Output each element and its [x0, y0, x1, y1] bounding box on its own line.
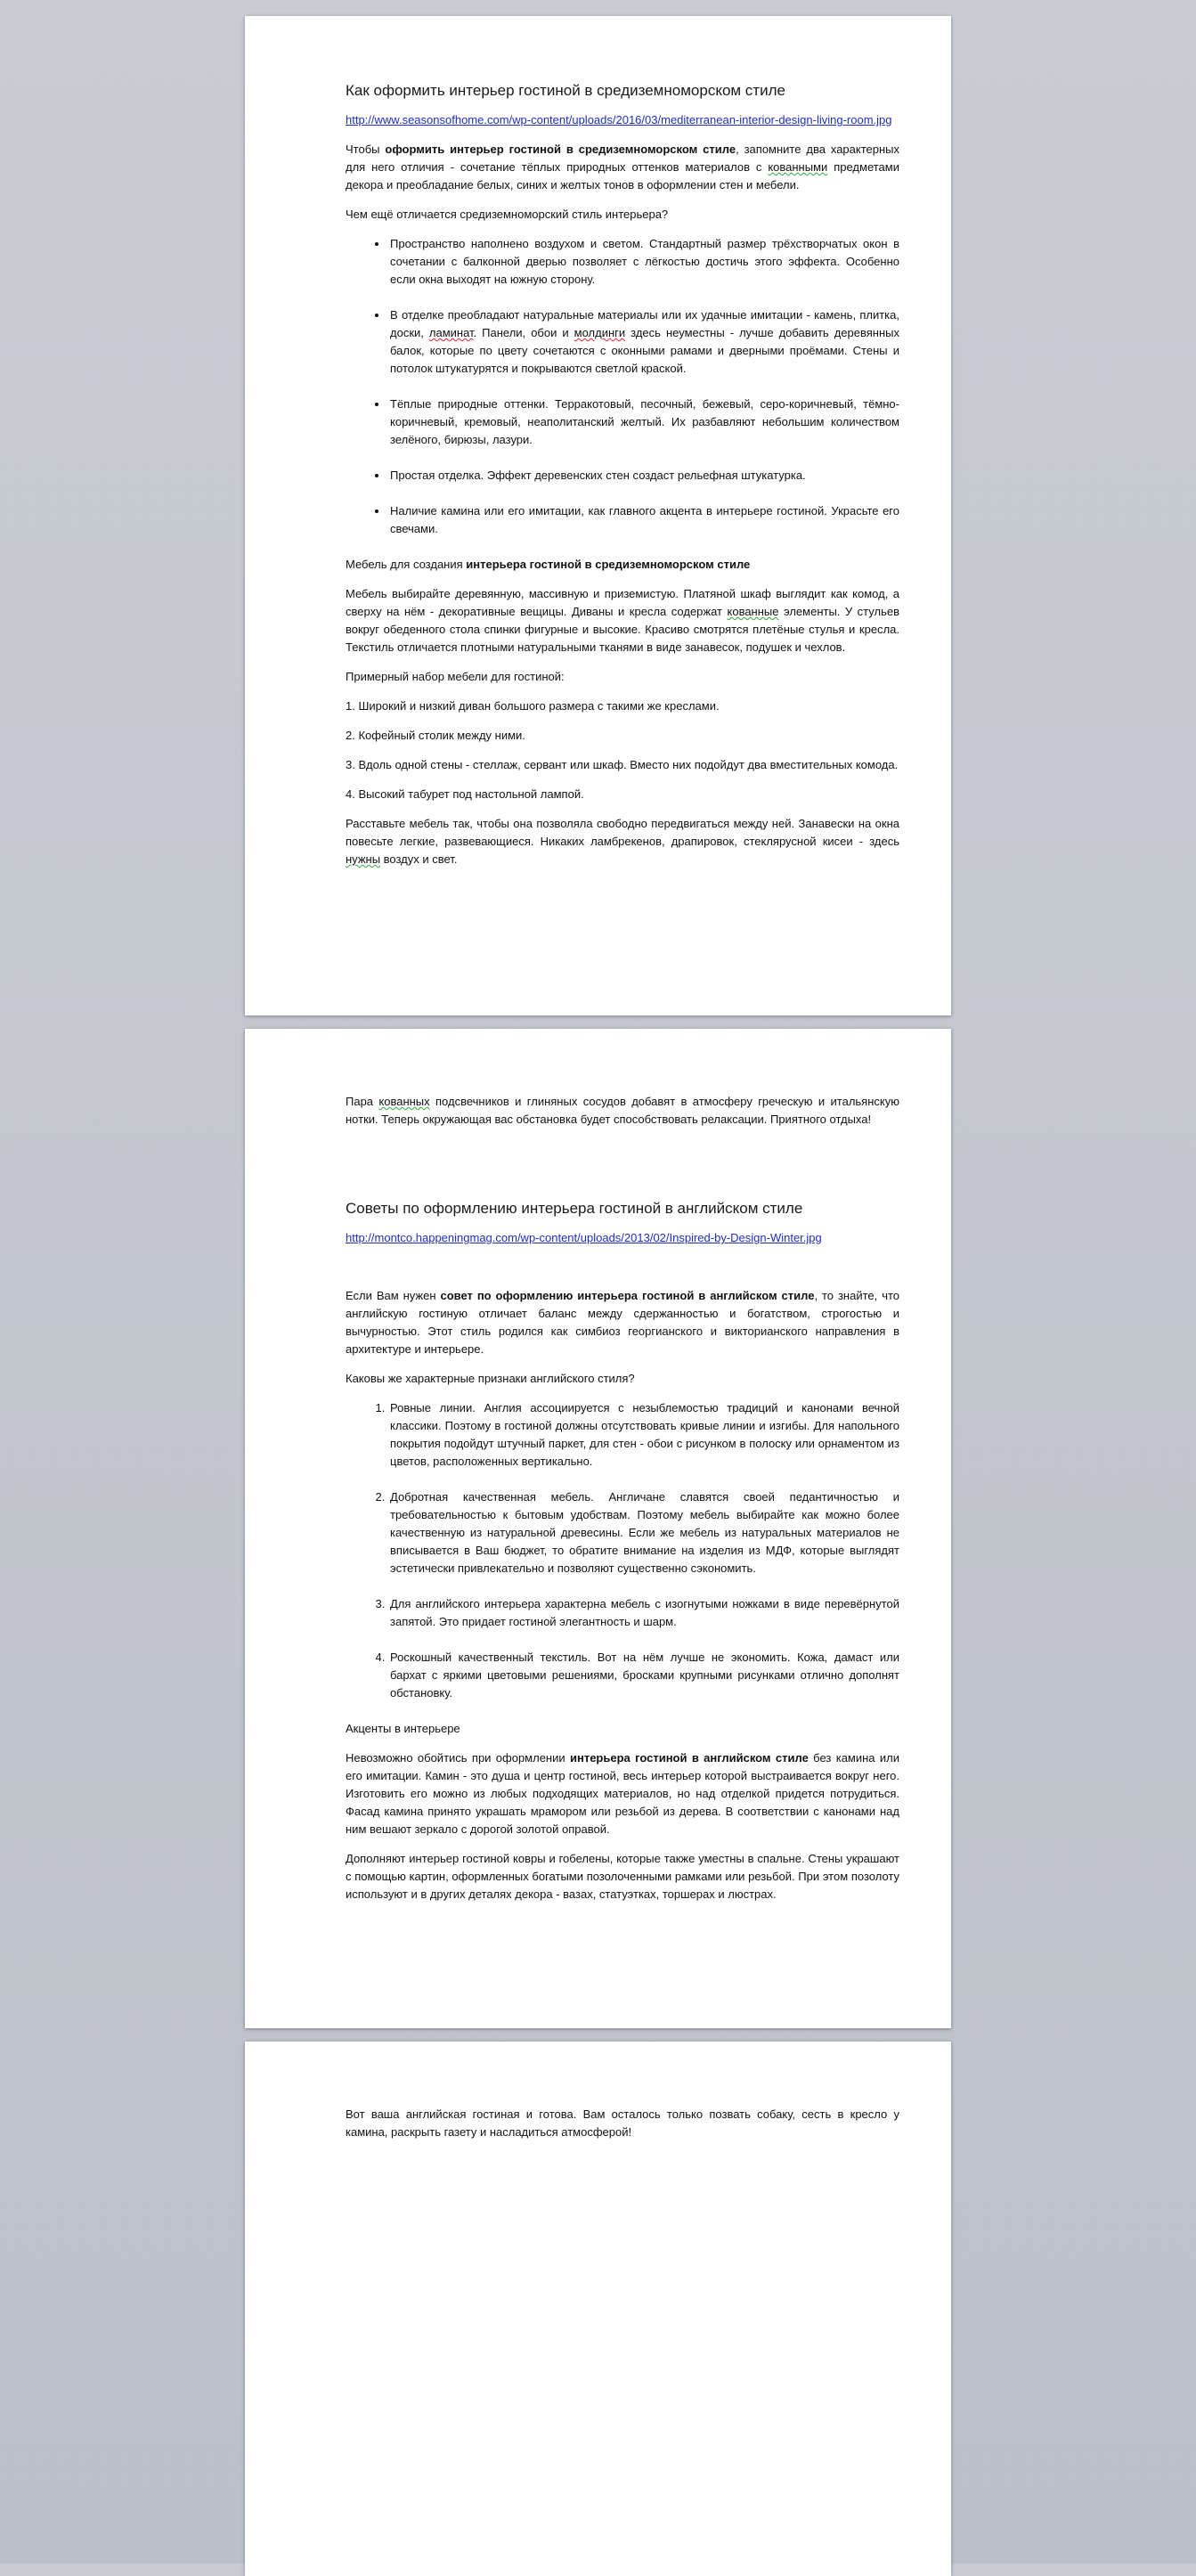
numbered-item: 1. Ровные линии. Англия ассоциируется с незыблемостью традиций и канонами вечной классики. Поэтому в гостиной должны отсутствовать кривые линии и изгибы. Для напольного покрытия подойдут штучный паркет, для стен - обои с рисунком в полоску или орнаментом из цветов, расположенных вертикально.	[388, 1399, 899, 1471]
document-page-2	[245, 1029, 951, 2028]
english-features-list	[346, 1399, 899, 1702]
furniture-item: 3. Вдоль одной стены - стеллаж, сервант или шкаф. Вместо них подойдут два вместительных комода.	[346, 758, 899, 772]
grammar-flagged-word[interactable]: нужны	[346, 852, 381, 867]
image-link-english[interactable]: http://montco.happeningmag.com/wp-content/uploads/2013/02/Inspired-by-Design-Winter.jpg	[346, 1231, 822, 1245]
text-run: В отделке преобладают натуральные материалы или их удачные имитации - камень, плитка, доски,	[390, 308, 899, 340]
text-run: подсвечников и глиняных сосудов добавят в атмосферу греческую и итальянскую нотки. Теперь окружающая вас обстановка будет способствовать релаксации. Приятного отдыха!	[346, 1095, 899, 1126]
numbered-item: 2. Добротная качественная мебель. Англичане славятся своей педантичностью и требовательностью к бытовым удобствам. Поэтому мебель выбирайте как можно более качественную из натуральной древесины. Если же мебель из натуральных материалов не вписывается в Ваш бюджет, то обратите внимание на изделия из МДФ, которые выглядят эстетически привлекательно и позволяют существенно сэкономить.	[388, 1488, 899, 1577]
list-item: • Наличие камина или его имитации, как главного акцента в интерьере гостиной. Украсьте его свечами.	[388, 502, 899, 538]
spelling-flagged-word[interactable]: молдинги	[574, 326, 626, 340]
text-run: Пара	[346, 1095, 379, 1108]
list-item: • Простая отделка. Эффект деревенских стен создаст рельефная штукатурка.	[388, 467, 899, 485]
grammar-flagged-word[interactable]: кованные	[727, 605, 779, 619]
text-run: предметами декора и преобладание белых, синих и желтых тонов в оформлении стен и мебели.	[346, 160, 899, 192]
text-run: здесь неуместны - лучше добавить деревянных балок, которые по цвету сочетаются с оконными рамами и дверными проёмами. Стены и потолок штукатурятся и покрываются светлой краской.	[390, 326, 899, 376]
list-item: • Тёплые природные оттенки. Терракотовый, песочный, бежевый, серо-коричневый, тёмно-коричневый, кремовый, неаполитанский желтый. Их разбавляют небольшим количеством зелёного, бирюзы, лазури.	[388, 395, 899, 449]
heading-english: Советы по оформлению интерьера гостиной в английском стиле	[346, 1200, 803, 1217]
furniture-item: 1. Широкий и низкий диван большого размера с такими же креслами.	[346, 699, 720, 713]
question-paragraph: Каковы же характерные признаки английского стиля?	[346, 1372, 635, 1386]
furniture-item: 2. Кофейный столик между ними.	[346, 729, 525, 743]
document-page-1	[245, 16, 951, 1015]
accents-paragraph	[346, 1749, 899, 1838]
text-run: элементы. У стульев вокруг обеденного стола спинки фигурные и высокие. Красиво смотрятся плетёные стулья и кресла. Текстиль отличается плотными натуральными тканями в виде занавесок, подушек и чехлов.	[346, 605, 899, 655]
image-link-mediterranean[interactable]: http://www.seasonsofhome.com/wp-content/uploads/2016/03/mediterranean-interior-design-living-room.jpg	[346, 113, 892, 127]
bold-keyword: совет по оформлению интерьера гостиной в английском стиле	[440, 1289, 815, 1303]
grammar-flagged-word[interactable]: кованными	[768, 160, 828, 175]
furniture-item: 4. Высокий табурет под настольной лампой.	[346, 787, 584, 802]
bold-keyword: оформить интерьер гостиной в средиземноморском стиле	[385, 143, 736, 157]
furniture-set-heading: Примерный набор мебели для гостиной:	[346, 670, 565, 684]
text-run: Мебель для создания	[346, 558, 467, 572]
text-run: , то знайте, что английскую гостиную отличает баланс между сдержанностью и богатством, строгостью и вычурностью. Этот стиль родился как симбиоз георгианского и викторианского направления в архитектуре и интерьере.	[346, 1289, 900, 1357]
final-paragraph: Вот ваша английская гостиная и готова. Вам осталось только позвать собаку, сесть в кресло у камина, раскрыть газету и насладиться атмосферой!	[346, 2107, 899, 2139]
grammar-flagged-word[interactable]: кованных	[378, 1095, 430, 1108]
text-run: Чтобы	[346, 143, 386, 157]
text-run: Невозможно обойтись при оформлении	[346, 1751, 570, 1765]
text-run: Мебель выбирайте деревянную, массивную и приземистую. Платяной шкаф выглядит как комод, а сверху на нём - декоративные вещицы. Диваны и кресла содержат	[346, 587, 899, 619]
numbered-item: 4. Роскошный качественный текстиль. Вот на нём лучше не экономить. Кожа, дамаст или бархат с яркими цветовыми решениями, бросками крупными рисунками отлично дополнят обстановку.	[388, 1649, 899, 1702]
text-run: без камина или его имитации. Камин - это душа и центр гостиной, весь интерьер которой выстраивается вокруг него. Изготовить его можно из любых подходящих материалов, но над отделкой придется потрудиться. Фасад камина принято украшать мрамором или резьбой из дерева. В соответствии с канонами над ним вешают зеркало с дорогой золотой оправой.	[346, 1751, 899, 1837]
blank-space	[346, 1259, 899, 1287]
english-intro-paragraph	[346, 1287, 899, 1358]
features-list	[346, 235, 899, 538]
text-run: Если Вам нужен	[346, 1289, 441, 1303]
spelling-flagged-word[interactable]: ламинат	[428, 326, 474, 340]
numbered-item: 3. Для английского интерьера характерна мебель с изогнутыми ножками в виде перевёрнутой запятой. Это придает гостиной элегантность и шарм.	[388, 1595, 899, 1631]
text-run: , запомните два характерных для него отличия - сочетание тёплых природных оттенков материалов с	[346, 143, 900, 175]
question-paragraph: Чем ещё отличается средиземноморский стиль интерьера?	[346, 208, 669, 222]
accents-heading: Акценты в интерьере	[346, 1722, 460, 1736]
list-item: • Пространство наполнено воздухом и светом. Стандартный размер трёхстворчатых окон в сочетании с балконной дверью позволяет с лёгкостью достичь этого эффекта. Особенно если окна выходят на южную сторону.	[388, 235, 899, 289]
furniture-heading	[346, 556, 899, 574]
text-run: воздух и свет.	[380, 852, 458, 867]
text-run: . Панели, обои и	[473, 326, 574, 340]
intro-paragraph	[346, 141, 899, 194]
image-link-paragraph	[346, 111, 899, 129]
arrangement-paragraph	[346, 815, 899, 868]
bold-keyword: интерьера гостиной в английском стиле	[569, 1751, 809, 1765]
bold-keyword: интерьера гостиной в средиземноморском стиле	[466, 558, 751, 572]
image-link-paragraph	[346, 1229, 899, 1247]
heading-mediterranean: Как оформить интерьер гостиной в средиземноморском стиле	[346, 82, 785, 99]
document-page-3	[245, 2042, 951, 2576]
list-item	[388, 306, 899, 378]
continuation-paragraph	[346, 1093, 899, 1129]
blank-space	[346, 1140, 899, 1199]
text-run: Расставьте мебель так, чтобы она позволяла свободно передвигаться между ней. Занавески на окна повесьте легкие, развевающиеся. Никаких ламбрекенов, драпировок, стеклярусной кисеи - здесь	[346, 817, 899, 849]
furniture-paragraph	[346, 585, 899, 656]
decor-paragraph: Дополняют интерьер гостиной ковры и гобелены, которые также уместны в спальне. Стены украшают с помощью картин, оформленных богатыми позолоченными рамками или резьбой. При этом позолоту используют и в других деталях декора - вазах, статуэтках, торшерах и люстрах.	[346, 1852, 899, 1902]
